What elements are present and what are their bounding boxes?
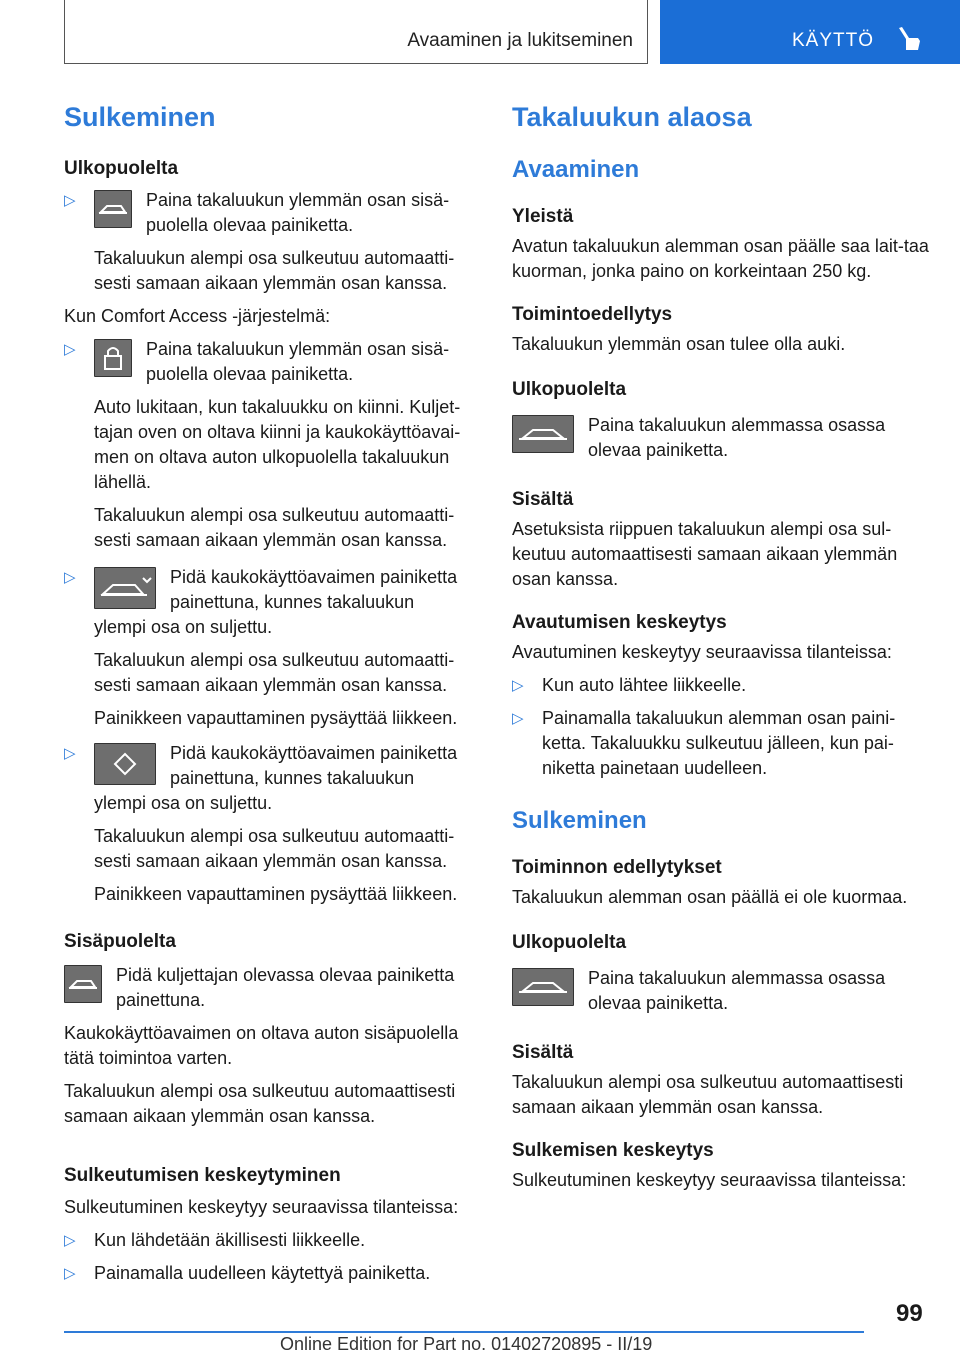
- triangle-bullet-icon: ▷: [64, 1265, 76, 1282]
- left-column: [64, 100, 484, 1286]
- heading-keskeytyminen: Sulkeutumisen keskeytyminen: [64, 1165, 341, 1186]
- section-tab[interactable]: [660, 0, 960, 64]
- footer-divider: [64, 1331, 864, 1333]
- outside-button-text: Paina takaluukun alemmassa osassa olevaa painiketta.: [588, 968, 886, 1013]
- bullet-text: Paina takaluukun ylemmän osan sisä-puolella olevaa painiketta.: [146, 339, 450, 384]
- footer-edition: Online Edition for Part no. 01402720895 - II/19: [280, 1334, 653, 1354]
- paragraph: Asetuksista riippuen takaluukun alempi osa sul-keutuu automaattisesti samaan aikaan ylemmän osan kanssa.: [512, 519, 898, 589]
- triangle-bullet-icon: ▷: [64, 192, 76, 209]
- heading-ulkopuolelta: Ulkopuolelta: [512, 379, 627, 400]
- lock-button-icon: [94, 339, 132, 377]
- paragraph: Sulkeutuminen keskeytyy seuraavissa tilanteissa:: [512, 1170, 907, 1190]
- list-item: [64, 1228, 484, 1253]
- heading-sulkemisen-keskeytys: Sulkemisen keskeytys: [512, 1140, 714, 1161]
- paragraph: Sulkeutuminen keskeytyy seuraavissa tilanteissa:: [64, 1197, 459, 1217]
- outside-button-row: [512, 966, 932, 1016]
- heading-sulkeminen: Sulkeminen: [64, 102, 216, 132]
- list-item: [512, 706, 932, 781]
- bullet-sub-text: Takaluukun alempi osa sulkeutuu automaatti-sesti samaan aikaan ylemmän osan kanssa.: [94, 248, 455, 293]
- triangle-bullet-icon: ▷: [64, 745, 76, 762]
- bullet-sub-text: Auto lukitaan, kun takaluukku on kiinni. Kuljet-tajan oven on oltava kiinni ja kaukokäyttöavai-men on oltava auton ulkopuolella takaluukun lähellä.: [94, 397, 461, 492]
- car-key-tailgate-icon: [94, 567, 156, 609]
- list-item: [64, 1261, 484, 1286]
- triangle-bullet-icon: ▷: [64, 341, 76, 358]
- bullet-sub-text: Takaluukun alempi osa sulkeutuu automaatti-sesti samaan aikaan ylemmän osan kanssa.: [94, 826, 455, 871]
- right-column: [512, 100, 932, 1193]
- pointing-hand-icon: [896, 26, 922, 54]
- bullet-sub-text: Painikkeen vapauttaminen pysäyttää liikkeen.: [94, 884, 458, 904]
- list-item: [64, 337, 484, 387]
- paragraph: Takaluukun alempi osa sulkeutuu automaattisesti samaan aikaan ylemmän osan kanssa.: [512, 1072, 904, 1117]
- list-item-text: Kun auto lähtee liikkeelle.: [542, 675, 747, 695]
- list-item-text: Kun lähdetään äkillisesti liikkeelle.: [94, 1230, 366, 1250]
- paragraph: Avautuminen keskeytyy seuraavissa tilanteissa:: [512, 642, 892, 662]
- triangle-bullet-icon: ▷: [512, 710, 524, 727]
- paragraph: Kaukokäyttöavaimen on oltava auton sisäpuolella tätä toimintoa varten.: [64, 1023, 459, 1068]
- outside-button-text: Paina takaluukun alemmassa osassa olevaa painiketta.: [588, 415, 886, 460]
- bullet-text-continued: ylempi osa on suljettu.: [94, 617, 273, 637]
- tailgate-button-icon: [64, 965, 102, 1003]
- triangle-bullet-icon: ▷: [512, 677, 524, 694]
- inside-button-text: Pidä kuljettajan olevassa olevaa painiketta painettuna.: [116, 965, 455, 1010]
- heading-sisalta: Sisältä: [512, 1042, 574, 1063]
- list-item: [64, 565, 484, 615]
- outside-button-row: [512, 413, 932, 463]
- lower-tailgate-button-icon: [512, 415, 574, 453]
- diamond-button-icon: [94, 743, 156, 785]
- bullet-sub-text: Takaluukun alempi osa sulkeutuu automaatti-sesti samaan aikaan ylemmän osan kanssa.: [94, 505, 455, 550]
- bullet-text: Pidä kaukokäyttöavaimen painiketta painettuna, kunnes takaluukun: [170, 567, 458, 612]
- inside-button-row: [64, 963, 484, 1013]
- list-item: [64, 188, 484, 238]
- list-item-text: Painamalla takaluukun alemman osan paini-ketta. Takaluukku sulkeutuu jälleen, kun pai-niketta painetaan uudelleen.: [542, 708, 896, 778]
- heading-avautumisen-keskeytys: Avautumisen keskeytys: [512, 612, 727, 633]
- heading-ulkopuolelta: Ulkopuolelta: [64, 158, 179, 179]
- heading-sulkeminen: Sulkeminen: [512, 807, 647, 834]
- list-item-text: Painamalla uudelleen käytettyä painiketta.: [94, 1263, 431, 1283]
- bullet-sub-text: Painikkeen vapauttaminen pysäyttää liikkeen.: [94, 708, 458, 728]
- list-item: [64, 741, 484, 791]
- header-title: Avaaminen ja lukitseminen: [407, 30, 633, 51]
- list-item: [512, 673, 932, 698]
- heading-ulkopuolelta: Ulkopuolelta: [512, 932, 627, 953]
- triangle-bullet-icon: ▷: [64, 569, 76, 586]
- comfort-access-text: Kun Comfort Access -järjestelmä:: [64, 306, 331, 326]
- heading-yleista: Yleistä: [512, 206, 574, 227]
- bullet-text: Paina takaluukun ylemmän osan sisä-puolella olevaa painiketta.: [146, 190, 450, 235]
- bullet-text: Pidä kaukokäyttöavaimen painiketta painettuna, kunnes takaluukun: [170, 743, 458, 788]
- header-title-box: [64, 0, 648, 64]
- heading-toiminnon-edellytykset: Toiminnon edellytykset: [512, 857, 722, 878]
- section-tab-label: KÄYTTÖ: [792, 30, 875, 51]
- bullet-sub-text: Takaluukun alempi osa sulkeutuu automaatti-sesti samaan aikaan ylemmän osan kanssa.: [94, 650, 455, 695]
- tailgate-button-icon: [94, 190, 132, 228]
- page-number: 99: [896, 1300, 923, 1327]
- paragraph: Avatun takaluukun alemman osan päälle saa lait-taa kuorman, jonka paino on korkeintaan 250 kg.: [512, 236, 929, 281]
- paragraph: Takaluukun ylemmän osan tulee olla auki.: [512, 334, 846, 354]
- paragraph: Takaluukun alemman osan päällä ei ole kuormaa.: [512, 887, 908, 907]
- heading-sisapuolelta: Sisäpuolelta: [64, 931, 176, 952]
- paragraph: Takaluukun alempi osa sulkeutuu automaattisesti samaan aikaan ylemmän osan kanssa.: [64, 1081, 456, 1126]
- heading-toimintoedellytys: Toimintoedellytys: [512, 304, 673, 325]
- bullet-text-continued: ylempi osa on suljettu.: [94, 793, 273, 813]
- heading-sisalta: Sisältä: [512, 489, 574, 510]
- triangle-bullet-icon: ▷: [64, 1232, 76, 1249]
- heading-takaluukun-alaosa: Takaluukun alaosa: [512, 102, 752, 132]
- heading-avaaminen: Avaaminen: [512, 156, 640, 183]
- lower-tailgate-button-icon: [512, 968, 574, 1006]
